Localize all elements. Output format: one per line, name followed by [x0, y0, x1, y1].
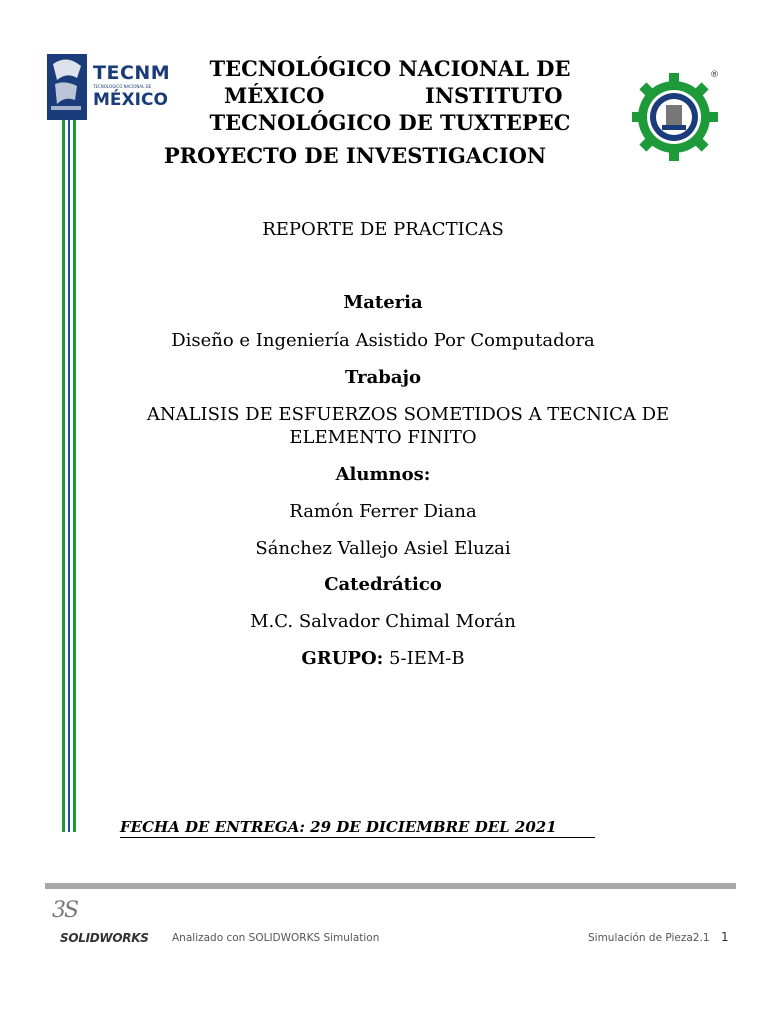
alumno-1: Ramón Ferrer Diana — [289, 501, 477, 522]
solidworks-logo — [50, 898, 160, 948]
tecnm-logo — [47, 54, 171, 120]
tecnm-logo-text-sub: TECNOLÓGICO NACIONAL DE — [93, 84, 152, 89]
catedratico-label: Catedrático — [324, 574, 442, 595]
left-green-line — [62, 95, 65, 832]
registered-mark: ® — [710, 70, 719, 80]
trabajo-line-1: ANALISIS DE ESFUERZOS SOMETIDOS A TECNICA DE — [146, 404, 670, 425]
footer-analyzed: Analizado con SOLIDWORKS Simulation — [172, 932, 380, 944]
ds-icon: 3S — [52, 898, 78, 923]
report-type: REPORTE DE PRACTICAS — [262, 219, 504, 240]
footer-page-number: 1 — [721, 930, 729, 944]
materia-value: Diseño e Ingeniería Asistido Por Computadora — [171, 330, 595, 351]
title-line-1: TECNOLÓGICO NACIONAL DE — [209, 56, 571, 81]
left-blue-line — [68, 95, 70, 832]
title-line-2a: MÉXICO — [224, 83, 325, 108]
grupo-label: GRUPO: — [301, 648, 384, 669]
fecha-entrega: FECHA DE ENTREGA: 29 DE DICIEMBRE DEL 2021 — [120, 818, 595, 838]
solidworks-brand: SOLIDWORKS — [60, 931, 149, 945]
tecnm-logo-text-top: TECNM — [93, 62, 171, 84]
grupo-line — [150, 648, 616, 669]
footer-simulation: Simulación de Pieza2.1 — [588, 932, 710, 944]
grupo-value: 5-IEM-B — [389, 648, 465, 669]
title-line-2b: INSTITUTO — [425, 83, 563, 108]
alumnos-label: Alumnos: — [335, 464, 431, 485]
project-title: PROYECTO DE INVESTIGACION — [163, 143, 547, 168]
trabajo-label: Trabajo — [345, 367, 421, 388]
alumno-2: Sánchez Vallejo Asiel Eluzai — [255, 538, 511, 559]
trabajo-line-2: ELEMENTO FINITO — [289, 427, 477, 448]
tecnm-logo-text-bottom: MÉXICO — [93, 90, 168, 110]
catedratico-value: M.C. Salvador Chimal Morán — [250, 611, 516, 632]
title-line-3: TECNOLÓGICO DE TUXTEPEC — [209, 110, 571, 135]
left-green-line-2 — [73, 95, 76, 832]
tuxtepec-logo — [632, 70, 722, 162]
footer-rule — [45, 883, 736, 889]
gear-emblem-icon — [632, 70, 722, 162]
materia-label: Materia — [343, 292, 423, 313]
